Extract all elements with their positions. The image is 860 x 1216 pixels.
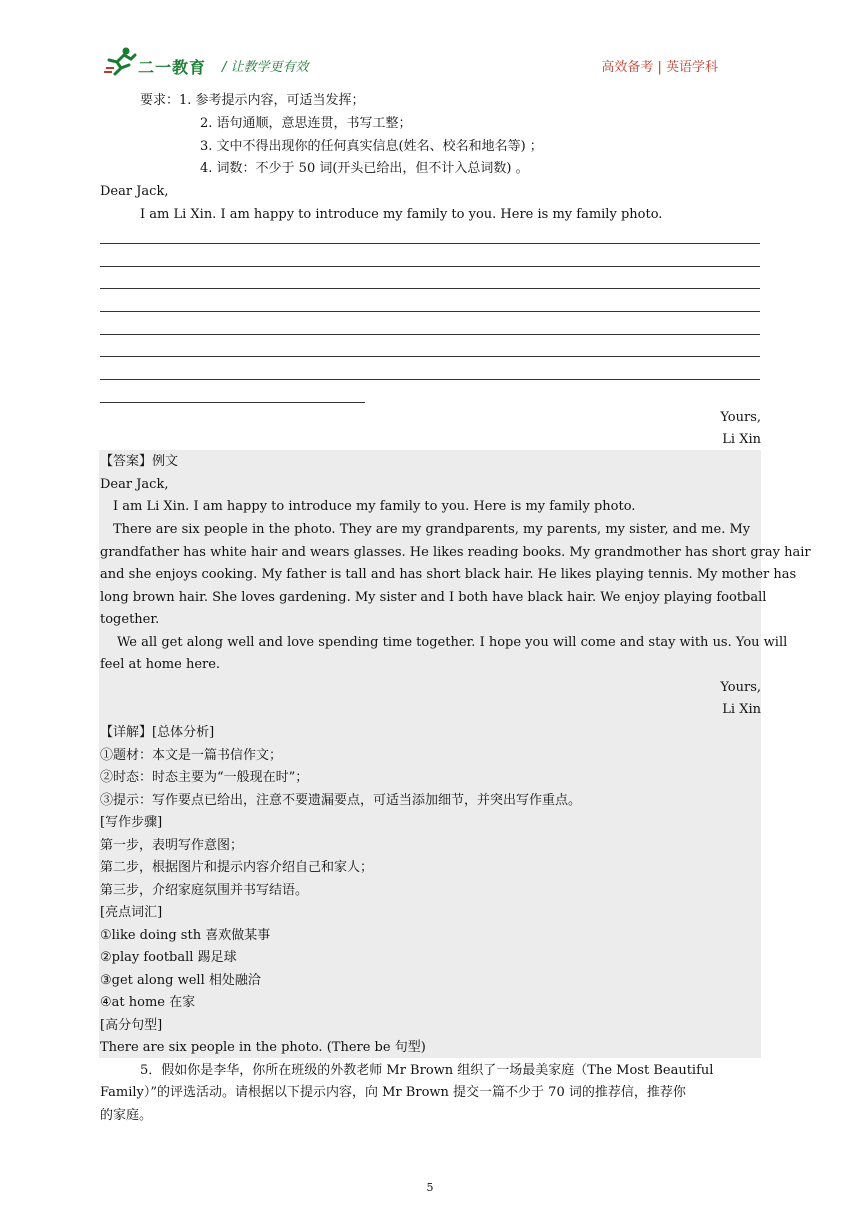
runner-logo-icon bbox=[104, 46, 138, 76]
analysis-heading: 【详解】[总体分析] bbox=[100, 725, 215, 740]
answer-heading: 【答案】例文 bbox=[100, 454, 179, 469]
vocab-heading: [亮点词汇] bbox=[100, 905, 163, 920]
vocab-item: ②play football 踢足球 bbox=[100, 950, 237, 965]
answer-line: feel at home here. bbox=[100, 657, 221, 672]
answer-line: We all get along well and love spending time together. I hope you will come and stay with us. You will bbox=[117, 635, 788, 650]
requirement-3: 3. 文中不得出现你的任何真实信息(姓名、校名和地名等) ； bbox=[200, 139, 543, 154]
page-header bbox=[104, 46, 724, 82]
sentence-heading: [高分句型] bbox=[100, 1018, 163, 1033]
writing-line bbox=[100, 288, 760, 289]
question-5-line: Family）”的评选活动。请根据以下提示内容，向 Mr Brown 提交一篇不少于 70 词的推荐信，推荐你 bbox=[100, 1085, 686, 1100]
writing-line bbox=[100, 402, 365, 403]
writing-line bbox=[100, 379, 760, 380]
answer-signature: Li Xin bbox=[722, 702, 761, 717]
answer-line: and she enjoys cooking. My father is tall and has short black hair. He likes playing tennis. My mother has bbox=[100, 567, 797, 582]
step-item: 第三步，介绍家庭氛围并书写结语。 bbox=[100, 883, 309, 898]
step-item: 第二步，根据图片和提示内容介绍自己和家人； bbox=[100, 860, 374, 875]
answer-line: I am Li Xin. I am happy to introduce my family to you. Here is my family photo. bbox=[113, 499, 636, 514]
letter-signature: Li Xin bbox=[722, 432, 761, 447]
writing-line bbox=[100, 266, 760, 267]
answer-closing: Yours, bbox=[720, 680, 761, 695]
letter-closing: Yours, bbox=[720, 410, 761, 425]
vocab-item: ①like doing sth 喜欢做某事 bbox=[100, 928, 271, 943]
answer-line: together. bbox=[100, 612, 160, 627]
answer-line: grandfather has white hair and wears glasses. He likes reading books. My grandmother has short gray hair bbox=[100, 545, 811, 560]
sentence-item: There are six people in the photo. (There be 句型) bbox=[100, 1040, 426, 1055]
letter-opening: I am Li Xin. I am happy to introduce my family to you. Here is my family photo. bbox=[140, 207, 663, 222]
writing-line bbox=[100, 311, 760, 312]
answer-greeting: Dear Jack, bbox=[100, 477, 169, 492]
header-subject-tag: 高效备考 | 英语学科 bbox=[601, 60, 718, 75]
requirement-4: 4. 词数：不少于 50 词(开头已给出，但不计入总词数) 。 bbox=[200, 161, 529, 176]
writing-line bbox=[100, 356, 760, 357]
steps-heading: [写作步骤] bbox=[100, 815, 163, 830]
analysis-item: ①题材：本文是一篇书信作文； bbox=[100, 748, 283, 763]
step-item: 第一步，表明写作意图； bbox=[100, 838, 244, 853]
requirement-1: 要求：1. 参考提示内容，可适当发挥； bbox=[140, 93, 365, 108]
analysis-item: ③提示：写作要点已给出，注意不要遗漏要点，可适当添加细节，并突出写作重点。 bbox=[100, 793, 582, 808]
answer-line: There are six people in the photo. They are my grandparents, my parents, my sister, and me. My bbox=[113, 522, 751, 537]
brand-name: 二一教育 bbox=[138, 58, 207, 77]
writing-line bbox=[100, 334, 760, 335]
answer-line: long brown hair. She loves gardening. My sister and I both have black hair. We enjoy playing football bbox=[100, 590, 767, 605]
analysis-item: ②时态：时态主要为“一般现在时”； bbox=[100, 770, 309, 785]
requirement-2: 2. 语句通顺，意思连贯，书写工整； bbox=[200, 116, 412, 131]
vocab-item: ③get along well 相处融洽 bbox=[100, 973, 261, 988]
question-5-line: 的家庭。 bbox=[100, 1108, 153, 1123]
writing-line bbox=[100, 243, 760, 244]
brand-slogan: / 让教学更有效 bbox=[222, 60, 309, 75]
vocab-item: ④at home 在家 bbox=[100, 995, 196, 1010]
letter-greeting: Dear Jack, bbox=[100, 184, 169, 199]
question-5-line: 5．假如你是李华，你所在班级的外教老师 Mr Brown 组织了一场最美家庭（The Most Beautiful bbox=[140, 1063, 714, 1078]
page-number: 5 bbox=[426, 1181, 434, 1194]
